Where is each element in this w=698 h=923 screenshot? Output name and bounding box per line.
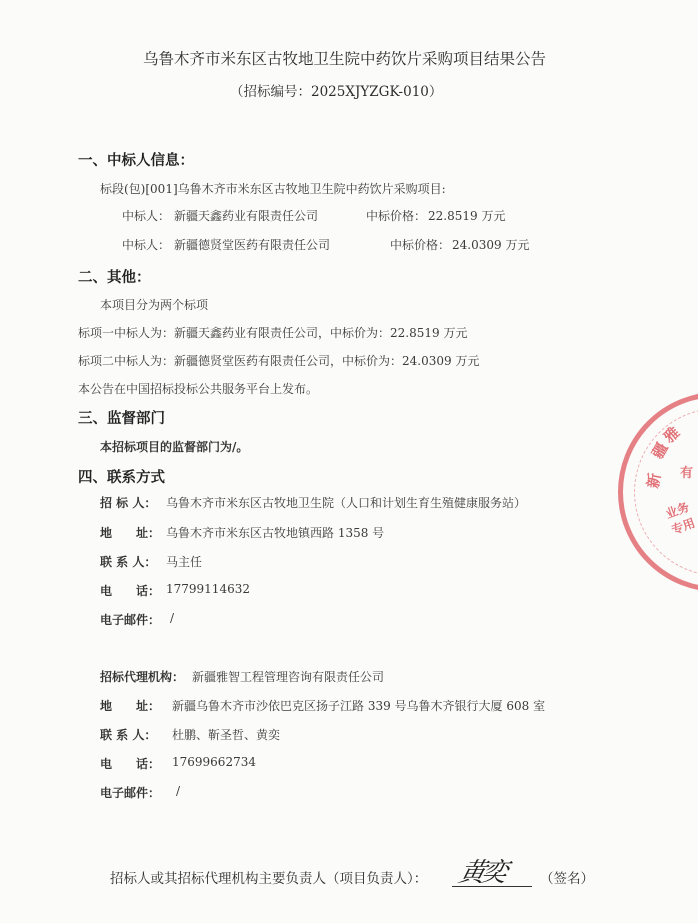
tenderer-address-label: 地 址： <box>100 526 161 540</box>
winner-1-price: 22.8519 万元 <box>428 209 506 223</box>
seal-fragment-4: 有 <box>680 466 694 481</box>
winner-1-price-label: 中标价格： <box>366 209 427 223</box>
other-line-3: 标项二中标人为：新疆德贤堂医药有限责任公司，中标价为：24.0309 万元 <box>78 354 480 368</box>
section-contact-heading: 四、联系方式 <box>78 470 165 486</box>
agency-email-value: / <box>176 784 181 798</box>
winner-2-label: 中标人： <box>122 238 171 252</box>
agency-email-label: 电子邮件： <box>100 786 161 800</box>
lot-line: 标段(包)[001]乌鲁木齐市米东区古牧地卫生院中药饮片采购项目: <box>100 182 446 196</box>
other-line-1: 本项目分为两个标项 <box>100 298 209 312</box>
agency-contact-label: 联 系 人： <box>100 728 157 742</box>
tenderer-email-value: / <box>170 611 175 625</box>
tender-code: （招标编号：2025XJYZGK-010） <box>230 84 443 100</box>
agency-label: 招标代理机构： <box>100 670 185 684</box>
winner-2-price: 24.0309 万元 <box>452 238 530 252</box>
other-line-4: 本公告在中国招标投标公共服务平台上发布。 <box>78 382 319 396</box>
other-line-2: 标项一中标人为：新疆天鑫药业有限责任公司，中标价为：22.8519 万元 <box>78 326 468 340</box>
seal-fragment-1: 疆 <box>648 439 672 462</box>
agency-value: 新疆雅智工程管理咨询有限责任公司 <box>192 670 385 684</box>
signature-suffix: （签名） <box>540 871 594 887</box>
tenderer-label: 招 标 人： <box>100 496 157 510</box>
tenderer-phone-label: 电 话： <box>100 584 161 598</box>
seal-fragment-3: 新 <box>643 471 665 490</box>
agency-address-label: 地 址： <box>100 699 161 713</box>
tenderer-email-label: 电子邮件： <box>100 613 161 627</box>
tenderer-value: 乌鲁木齐市米东区古牧地卫生院（人口和计划生育生殖健康服务站） <box>166 496 527 510</box>
tenderer-contact-label: 联 系 人： <box>100 555 157 569</box>
signature-caption: 招标人或其招标代理机构主要负责人（项目负责人）： <box>110 871 428 887</box>
agency-phone-value: 17699662734 <box>172 755 256 769</box>
winner-2-name: 新疆德贤堂医药有限责任公司 <box>174 238 331 252</box>
section-supervision-heading: 三、监督部门 <box>78 411 165 427</box>
winner-1-name: 新疆天鑫药业有限责任公司 <box>174 209 319 223</box>
tenderer-address-value: 乌鲁木齐市米东区古牧地镇西路 1358 号 <box>166 526 385 540</box>
agency-address-value: 新疆乌鲁木齐市沙依巴克区扬子江路 339 号乌鲁木齐银行大厦 608 室 <box>172 699 546 713</box>
handwritten-signature: 黄奕 <box>455 858 508 888</box>
seal-fragment-5: 业务专用 <box>663 499 697 538</box>
page-title: 乌鲁木齐市米东区古牧地卫生院中药饮片采购项目结果公告 <box>143 50 547 68</box>
winner-1-label: 中标人： <box>122 209 171 223</box>
section-winner-info-heading: 一、中标人信息： <box>78 153 194 169</box>
seal-fragment-2: 雅 <box>660 423 684 447</box>
winner-2-price-label: 中标价格： <box>390 238 451 252</box>
supervision-line: 本招标项目的监督部门为/。 <box>100 440 249 454</box>
tenderer-contact-value: 马主任 <box>166 555 203 569</box>
tenderer-phone-value: 17799114632 <box>166 582 250 596</box>
agency-phone-label: 电 话： <box>100 757 161 771</box>
section-other-heading: 二、其他： <box>78 270 151 286</box>
agency-contact-value: 杜鹏、靳圣哲、黄奕 <box>172 728 281 742</box>
